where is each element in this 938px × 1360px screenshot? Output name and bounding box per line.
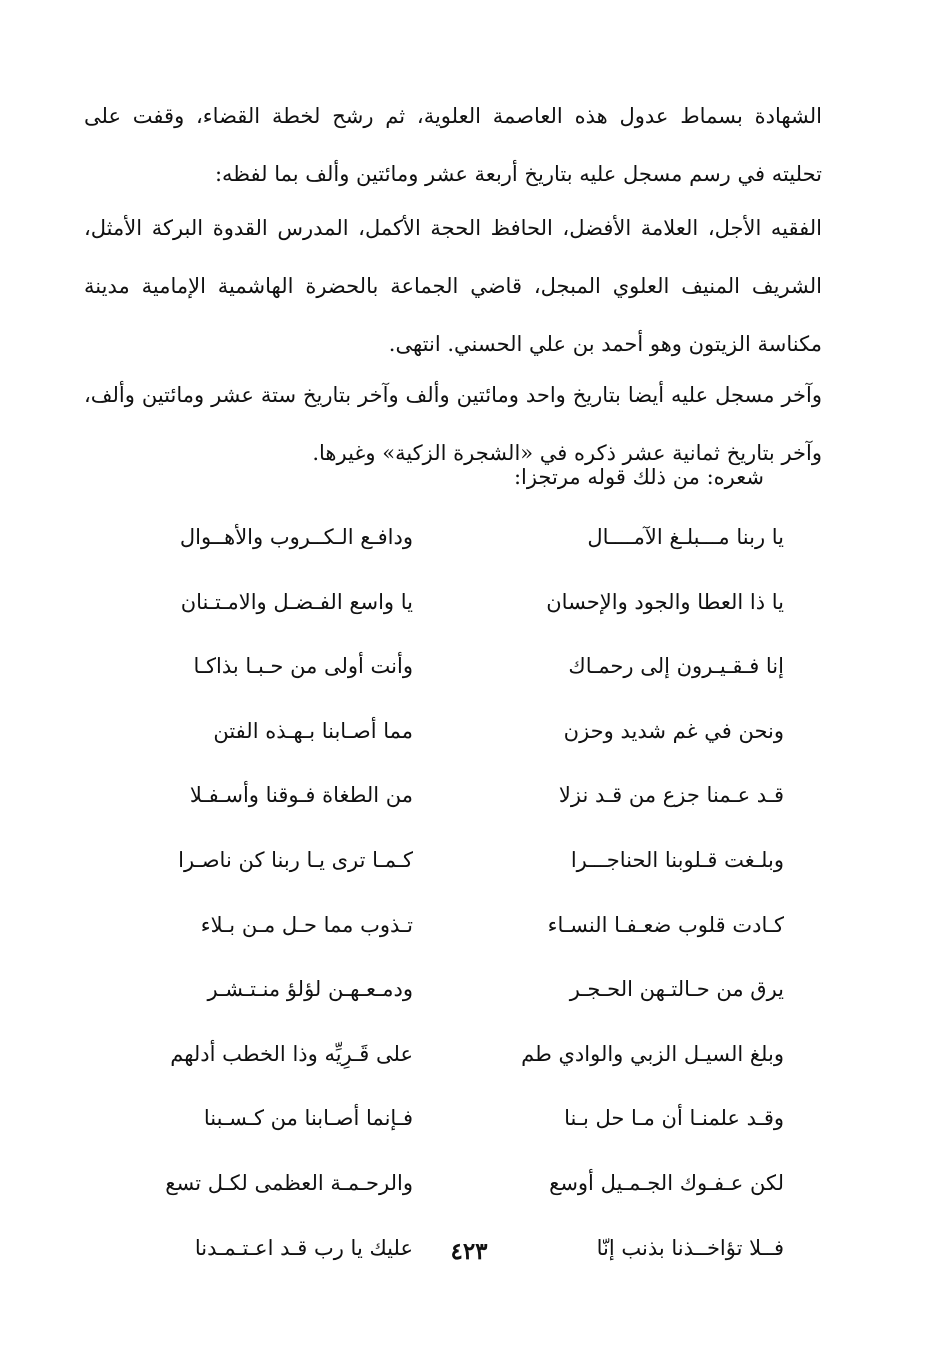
verse-second-hemistich: ودافـع الـكــروب والأهــوال bbox=[179, 525, 413, 549]
verse bbox=[0, 900, 938, 965]
verse-second-hemistich: وأنت أولى من حـبـا بذاكـا bbox=[193, 654, 413, 679]
verse-first-hemistich: يرق من حـالتـهن الحـجـر bbox=[569, 977, 784, 1002]
paragraph-witness: الشهادة بسماط عدول هذه العاصمة العلوية، ثم رشح لخطة القضاء، وقفت على تحليته في رسم مسجل عليه بتاريخ أربعة عشر ومائتين وألف بما لفظه: bbox=[84, 104, 822, 186]
page-number: ٤٢٣ bbox=[450, 1238, 488, 1265]
verse bbox=[0, 835, 938, 900]
verse-first-hemistich: كـادت قلوب ضعـفـا النسـاء bbox=[547, 912, 784, 937]
verse bbox=[0, 641, 938, 706]
verse bbox=[0, 770, 938, 835]
verse-first-hemistich: إنا فـقـيـرون إلى رحمـاك bbox=[568, 654, 784, 679]
verse bbox=[0, 1029, 938, 1094]
verse bbox=[0, 706, 938, 771]
verse bbox=[0, 1158, 938, 1223]
verse-first-hemistich: يا ربنا مـــبلـغ الآمــــال bbox=[587, 525, 784, 549]
verse bbox=[0, 1093, 938, 1158]
verse-first-hemistich: وقـد علمنـا أن مـا حل بـنا bbox=[564, 1106, 784, 1131]
verse-second-hemistich: مما أصـابنا بـهـذه الفتن bbox=[213, 718, 413, 743]
verse-second-hemistich: يا واسع الفـضـل والامـتـنان bbox=[180, 589, 413, 614]
verse-first-hemistich: وبلـغت قـلوبنا الحناجـــرا bbox=[570, 847, 784, 872]
paragraph-titles: الفقيه الأجل، العلامة الأفضل، الحافظ الحجة الأكمل، المدرس القدوة البركة الأمثل، الشريف المنيف العلوي المبجل، قاضي الجماعة بالحضرة الهاشمية الإمامية مدينة مكناسة الزيتون وهو أحمد بن علي الحسني. انتهى. bbox=[84, 216, 822, 356]
verse-first-hemistich: لكن عـفـوك الجـمـيل أوسع bbox=[549, 1170, 784, 1195]
verse-second-hemistich: عليك يا رب قـد اعـتـمـدنا bbox=[194, 1235, 413, 1260]
verse-second-hemistich: من الطغاة فـوقنا وأسـفـلا bbox=[189, 783, 413, 808]
poem-intro: شعره: من ذلك قوله مرتجزا: bbox=[513, 465, 764, 489]
verse-second-hemistich: فـإنما أصـابنا من كـسـبنا bbox=[203, 1106, 413, 1131]
poem bbox=[0, 512, 938, 1287]
verse-second-hemistich: تـذوب مما حـل مـن بـلاء bbox=[200, 912, 413, 937]
verse-second-hemistich: ودمـعـهـن لؤلؤ منـتـشـر bbox=[207, 977, 413, 1002]
verse bbox=[0, 577, 938, 642]
verse-first-hemistich: فــلا تؤاخــذنا بذنب إنّا bbox=[596, 1235, 784, 1260]
verse bbox=[0, 512, 938, 577]
verse-first-hemistich: يا ذا العطا والجود والإحسان bbox=[546, 589, 784, 614]
verse bbox=[0, 964, 938, 1029]
verse-first-hemistich: قـد عـمنا جزع من قـد نزلا bbox=[558, 783, 784, 808]
verse-second-hemistich: على قَـرِيِّه وذا الخطب أدلهم bbox=[170, 1041, 413, 1066]
paragraph-records: وآخر مسجل عليه أيضا بتاريخ واحد ومائتين وألف وآخر بتاريخ ستة عشر ومائتين وألف، وآخر بتاريخ ثمانية عشر ذكره في «الشجرة الزكية» وغيرها. bbox=[84, 383, 822, 465]
verse-first-hemistich: ونحن في غم شديد وحزن bbox=[563, 718, 784, 743]
verse-second-hemistich: كـمـا ترى يـا ربنا كن ناصـرا bbox=[178, 847, 413, 872]
verse-second-hemistich: والرحـمـة العظمى لكـل تسع bbox=[165, 1170, 413, 1195]
verse-first-hemistich: وبلغ السيـل الزبي والوادي طم bbox=[521, 1041, 784, 1066]
